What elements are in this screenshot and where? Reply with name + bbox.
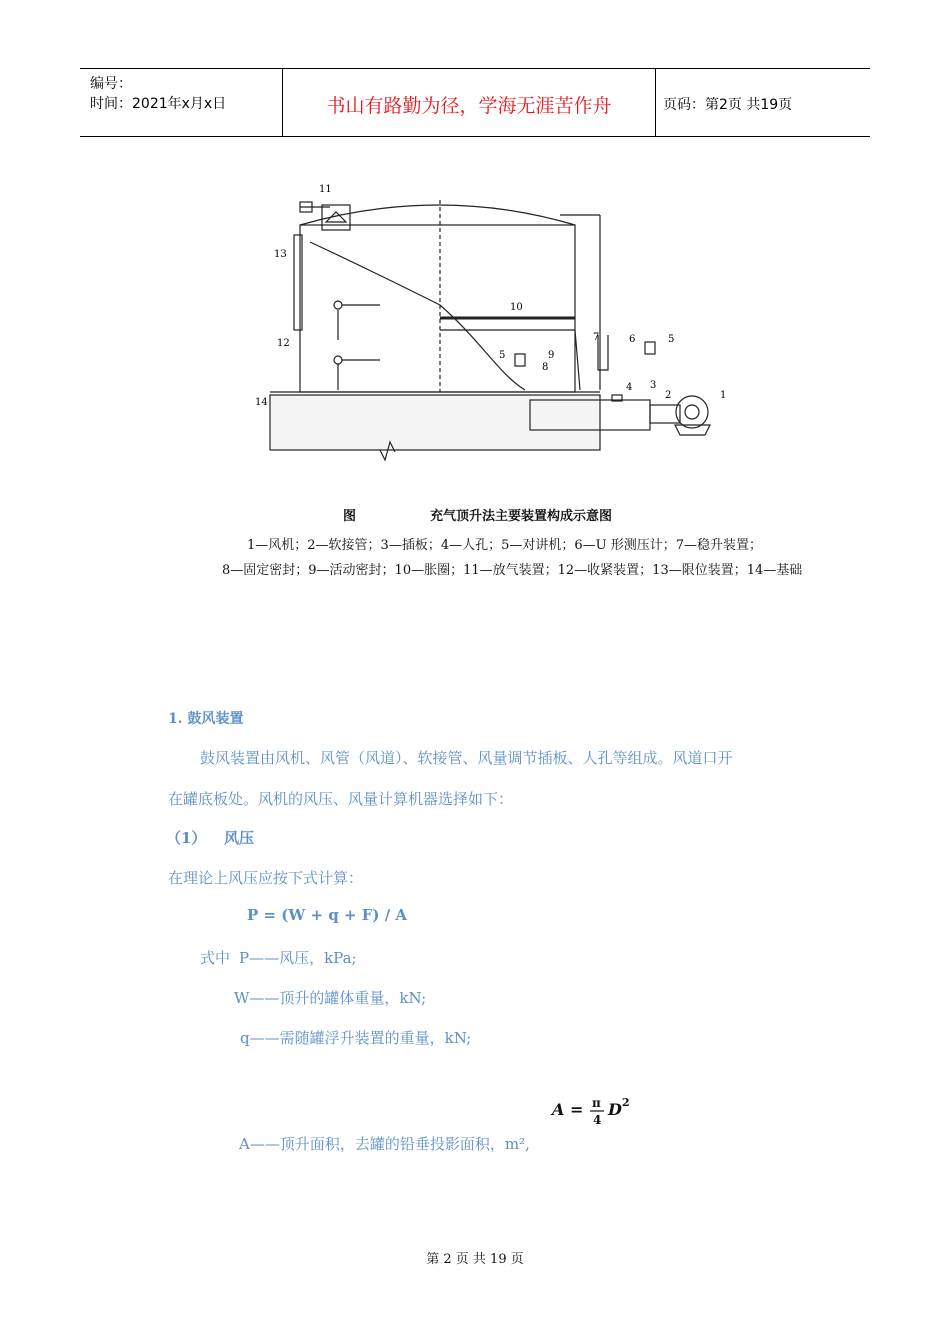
svg-text:9: 9: [548, 350, 555, 361]
header-motto-cell: [282, 69, 656, 136]
svg-text:5: 5: [499, 350, 506, 361]
svg-text:12: 12: [277, 338, 290, 349]
figure-legend-line2: 8—固定密封；9—活动密封；10—胀圈；11—放气装置；12—收紧装置；13—限位装置；14—基础: [222, 563, 803, 578]
fan-body: [676, 396, 708, 428]
subsection-title: 风压: [224, 829, 255, 847]
definition-a: A——顶升面积，去罐的铅垂投影面积，m²,: [239, 1135, 530, 1153]
area-formula: [550, 1093, 670, 1129]
figure-legend-line1: 1—风机；2—软接管；3—插板；4—人孔；5—对讲机；6—U 形测压计；7—稳升装置；: [247, 538, 762, 553]
svg-text:5: 5: [668, 334, 675, 345]
svg-text:2: 2: [665, 390, 672, 401]
paragraph-line-2: 在罐底板处。风机的风压、风量计算机器选择如下：: [168, 790, 514, 808]
svg-text:13: 13: [274, 249, 287, 260]
header-right-cell: [655, 69, 870, 136]
svg-text:11: 11: [319, 184, 332, 195]
svg-text:4: 4: [626, 382, 633, 393]
area-formula-exp: 2: [622, 1096, 630, 1109]
area-formula-eq: =: [570, 1100, 584, 1119]
area-formula-den: 4: [593, 1113, 602, 1127]
svg-text:3: 3: [650, 380, 657, 391]
paragraph-line-1: 鼓风装置由风机、风管（风道）、软接管、风量调节插板、人孔等组成。风道口开: [200, 749, 733, 767]
motto: 书山有路勤为径，学海无涯苦作舟: [326, 95, 612, 117]
area-formula-lhs: A: [552, 1100, 565, 1119]
area-formula-var: D: [608, 1100, 622, 1119]
definition-q: q——需随罐浮升装置的重量，kN;: [240, 1029, 472, 1047]
svg-text:7: 7: [593, 332, 600, 343]
area-formula-num: π: [592, 1096, 601, 1110]
section-title: 1. 鼓风装置: [168, 711, 244, 727]
page-code: 页码：第2页 共19页: [663, 97, 793, 113]
apparatus-diagram: [250, 180, 770, 470]
definition-p: P——风压，kPa;: [239, 949, 357, 967]
formula-intro: 在理论上风压应按下式计算：: [168, 869, 364, 887]
limit-device: [294, 235, 302, 330]
foundation-block: [270, 395, 600, 450]
number-label: 编号：: [90, 76, 132, 92]
subsection-number: （1）: [166, 829, 207, 847]
svg-text:6: 6: [629, 334, 636, 345]
figure-caption-prefix: 图: [343, 509, 357, 524]
svg-text:14: 14: [255, 397, 268, 408]
pressure-formula: P = (W + q + F) / A: [247, 906, 408, 924]
cutaway-line: [310, 242, 525, 390]
svg-text:8: 8: [542, 362, 549, 373]
header-left-cell: [80, 69, 282, 136]
svg-text:1: 1: [720, 390, 727, 401]
tank-shell: [300, 225, 575, 392]
figure-caption-title: 充气顶升法主要装置构成示意图: [430, 509, 613, 524]
page-header: [80, 68, 870, 137]
page-footer: 第 2 页 共 19 页: [426, 1252, 524, 1267]
definition-w: W——顶升的罐体重量，kN;: [234, 989, 427, 1007]
definition-prefix: 式中: [200, 949, 231, 967]
date-line: 时间：2021年x月x日: [90, 96, 227, 112]
svg-text:10: 10: [510, 302, 523, 313]
